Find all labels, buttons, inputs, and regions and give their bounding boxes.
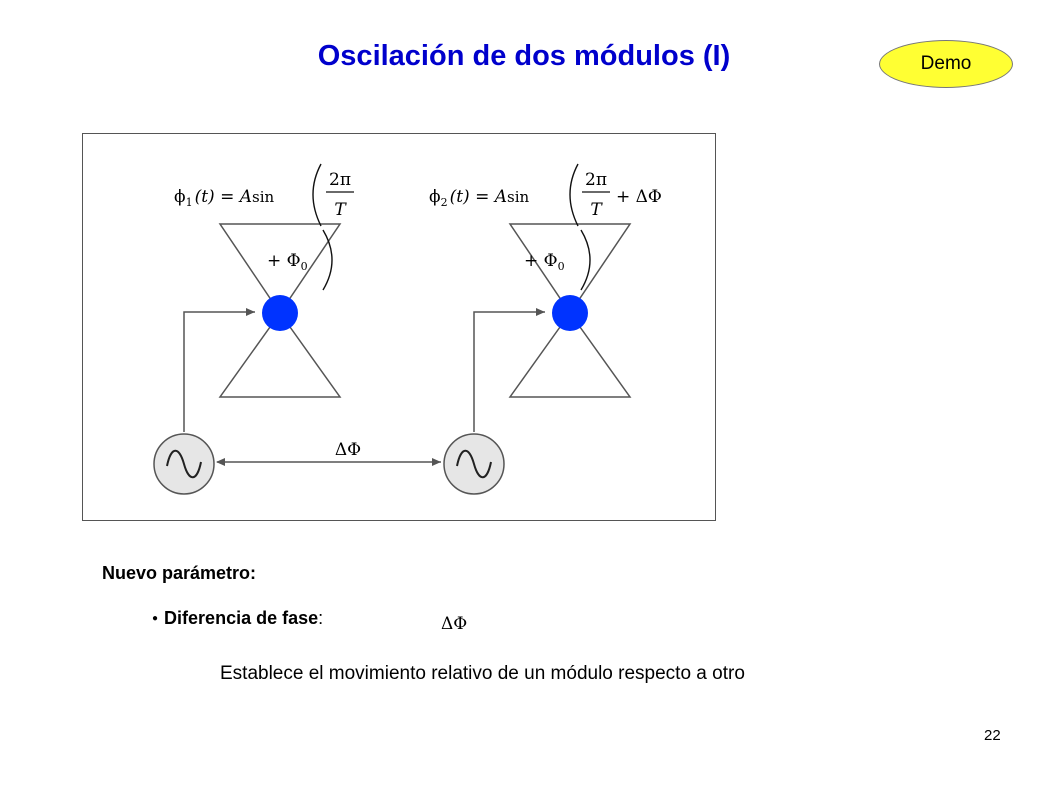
bullet-symbol: ΔΦ — [441, 614, 468, 634]
svg-text:+ Φ0 — [267, 251, 308, 273]
module-1-formula-index: 1 — [185, 196, 193, 209]
module-1 — [154, 164, 354, 494]
bullet-item — [152, 608, 323, 629]
module-1-frac-den: T — [334, 200, 346, 220]
module-2-phase-index: 0 — [557, 260, 565, 273]
bullet-colon: : — [318, 608, 324, 628]
module-1-oscillator — [154, 434, 214, 494]
module-2-drive-line — [474, 312, 545, 432]
diagram-frame — [82, 133, 716, 521]
module-2-formula-index: 2 — [440, 196, 448, 209]
module-2-formula-phi: ϕ — [429, 187, 441, 207]
module-1-phase-index: 0 — [300, 260, 308, 273]
new-parameter-heading: Nuevo parámetro: — [102, 563, 257, 583]
demo-button[interactable]: Demo — [879, 40, 1013, 88]
module-1-formula-args: (t) = A — [194, 187, 253, 207]
slide-title: Oscilación de dos módulos (I) — [317, 40, 731, 72]
module-1-formula-phi: ϕ — [174, 187, 186, 207]
svg-text:ϕ2(t) = Asin — [429, 187, 530, 209]
bullet-term: Diferencia de fase — [164, 608, 319, 628]
module-1-joint — [262, 295, 298, 331]
svg-text:ϕ1(t) = Asin — [174, 187, 275, 209]
module-2-joint — [552, 295, 588, 331]
module-2-formula-tail: + ΔΦ — [616, 187, 662, 207]
bullet-dot-icon: ● — [152, 613, 159, 624]
svg-text:+ Φ0 — [524, 251, 565, 273]
module-2-frac-den: T — [590, 200, 602, 220]
page-number: 22 — [984, 727, 1001, 744]
module-2-formula-fn: sin — [507, 188, 530, 206]
module-2-phase-term: + Φ — [524, 251, 558, 271]
module-2 — [429, 164, 662, 494]
description-text: Establece el movimiento relativo de un módulo respecto a otro — [220, 663, 745, 684]
module-1-left-paren — [313, 164, 321, 226]
phase-link-label: ΔΦ — [334, 440, 362, 460]
module-2-frac-num: 2π — [585, 170, 607, 190]
module-2-right-paren — [581, 230, 590, 290]
module-2-oscillator — [444, 434, 504, 494]
module-1-frac-num: 2π — [329, 170, 351, 190]
module-1-drive-line — [184, 312, 255, 432]
module-1-phase-term: + Φ — [267, 251, 301, 271]
diagram-canvas — [83, 134, 717, 522]
module-2-formula-args: (t) = A — [449, 187, 508, 207]
module-2-left-paren — [570, 164, 578, 226]
module-1-formula-fn: sin — [252, 188, 275, 206]
